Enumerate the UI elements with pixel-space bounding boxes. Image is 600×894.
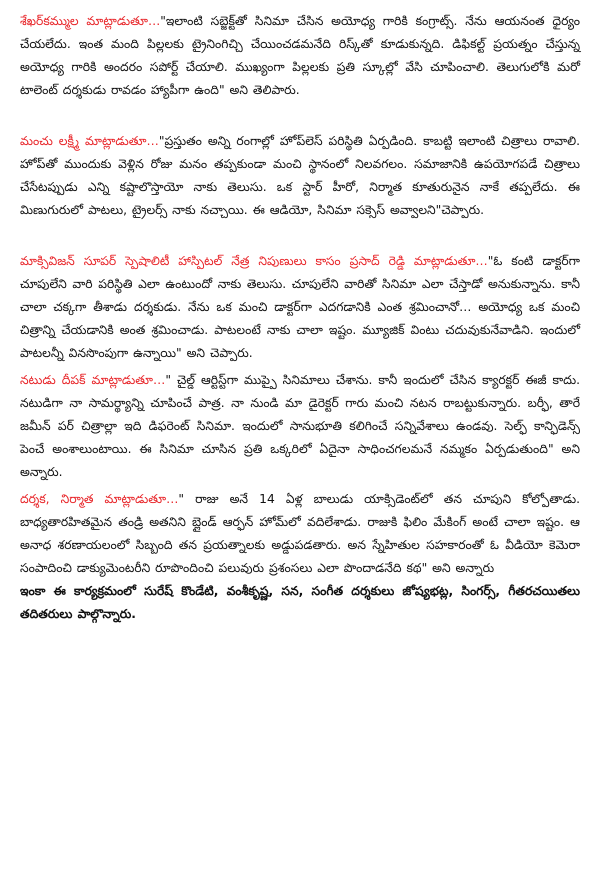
speaker-name: మంచు లక్ష్మీ మాట్లాడుతూ…: [20, 134, 159, 148]
paragraph-deepak: [20, 369, 580, 484]
quote-text: "ఓ కంటి డాక్టర్‌గా చూపులేని వారి పరిస్థితి ఎలా ఉంటుందో నాకు తెలుసు. చూపులేని వారితో సినిమా ఎలా చేస్తాడో అనుకున్నాను. కానీ చాలా చక్కగా తీశాడు దర్శకుడు. నేను ఒక మంచి డాక్టర్‌గా ఎదగడానికి ఎంత శ్రమించానో… అయోధ్య ఒక మంచి చిత్రాన్ని చేయడానికి అంత శ్రమించాడు. పాటలంటే నాకు చాలా ఇష్టం. మ్యూజిక్‌ వింటు చదువుకునేవాడిని. ఇందులో పాటలన్నీ వినసొంపుగా ఉన్నాయి" అని చెప్పారు.: [20, 254, 580, 360]
speaker-name: శేఖర్‌కమ్ముల మాట్లాడుతూ…: [20, 14, 161, 28]
quote-text: " రాజు అనే 14 ఏళ్ల బాలుడు యాక్సిడెంట్‌లో తన చూపుని కోల్పోతాడు. బాధ్యతారహితమైన తండ్రి అతనిని బ్లైండ్‌ ఆర్ఫన్‌ హోమ్‌లో వదిలేశాడు. రాజుకి ఫిలిం మేకింగ్‌ అంటే చాలా ఇష్టం. ఆ అనాధ శరణాయలంలో సిబ్బంది తన ప్రయత్నాలకు అడ్డుపడతారు. అన స్నేహితుల సహకారంతో ఓ వీడియో కెమెరా సంపాదించి డాక్యుమెంటరీని రూపొందించి పలువురు ప్రశంసలు ఎలా పొందాడనేది కథ" అని అన్నారు: [20, 492, 581, 575]
closing-paragraph: ఇంకా ఈ కార్యక్రమంలో సురేష్‌ కొండేటి, వంశీకృష్ణ, సన, సంగీత దర్శకులు జోష్యభట్ల, సింగర్స్‌, గీతరచయితలు తదితరులు పాల్గొన్నారు.: [20, 584, 580, 621]
paragraph-sekhar-kammula: [20, 10, 580, 102]
paragraph-prasad-reddy: [20, 250, 580, 365]
speaker-name: దర్శక, నిర్మాత మాట్లాడుతూ…: [20, 492, 179, 506]
paragraph-gap: [20, 222, 580, 250]
quote-text: " చైల్డ్‌ ఆర్టిస్ట్‌గా ముప్పై సినిమాలు చేశాను. కానీ ఇందులో చేసిన క్యారక్టర్‌ ఈజీ కాదు. నటుడిగా నా సామర్థ్యాన్ని చూపించే పాత్ర. నా నుండి మా డైరెక్టర్‌ గారు మంచి నటన రాబట్టుకున్నారు. బర్ఫీ, తారే జమీన్‌ పర్‌ చిత్రాల్లా ఇది డిఫరెంట్‌ సినిమా. ఇందులో సానుభూతి కలిగించే సన్నివేశాలు ఉండవు. సెల్ఫ్‌ కాన్ఫిడెన్స్‌ పెంచే అంశాలుంటాయి. ఈ సినిమా చూసిన ప్రతి ఒక్కరిలో ఏదైనా సాధించగలమనే నమ్మకం ఏర్పడుతుంది" అని అన్నారు.: [20, 373, 580, 479]
quote-text: "ప్రస్తుతం అన్ని రంగాల్లో హోప్‌లెస్‌ పరిస్థితి ఏర్పడింది. కాబట్టి ఇలాంటి చిత్రాలు రావాలి. హోప్‌తో ముందుకు వెళ్లిన రోజు మనం తప్పకుండా మంచి స్థానంలో నిలవగలం. సమాజానికి ఉపయోగపడే చిత్రాలు చేసేటప్పుడు ఎన్ని కష్టాలొస్తాయో నాకు తెలుసు. ఒక స్టార్‌ హీరో, నిర్మాత కూతురునైన నాకే తప్పలేదు. ఈ మిణుగురులో పాటలు, ట్రైలర్స్‌ నాకు నచ్చాయి. ఈ ఆడియో, సినిమా సక్సెస్‌ అవ్వాలని"చెప్పారు.: [20, 134, 581, 217]
speaker-name: నటుడు దీపక్‌ మాట్లాడుతూ…: [20, 373, 166, 387]
quote-text: "ఇలాంటి సబ్జెక్ట్‌తో సినిమా చేసిన అయోధ్య గారికి కంగ్రాట్స్‌. నేను ఆయనంత ధైర్యం చేయలేదు. ఇంత మంది పిల్లలకు ట్రైనింగిచ్చి చేయించడమనేది రిస్క్‌తో కూడుకున్నది. డిఫికల్ట్‌ ప్రయత్నం చేస్తున్న అయోధ్య గారికి అందరం సపోర్ట్‌ చేయాలి. ముఖ్యంగా పిల్లలకు ప్రతి స్కూల్లో వేసి చూపించాలి. తెలుగులోకి మరో టాలెంట్‌ దర్శకుడు రావడం హ్యాపీగా ఉంది" అని తెలిపారు.: [20, 14, 580, 97]
paragraph-manchu-lakshmi: [20, 130, 580, 222]
paragraph-gap: [20, 102, 580, 130]
paragraph-director-producer: [20, 488, 580, 580]
speaker-name: మాక్సివిజన్‌ సూపర్‌ స్పెషాలిటీ హాస్పిటల్‌ నేత్ర నిపుణులు కాసం ప్రసాద్‌ రెడ్డి మాట్లాడుతూ…: [20, 254, 488, 268]
